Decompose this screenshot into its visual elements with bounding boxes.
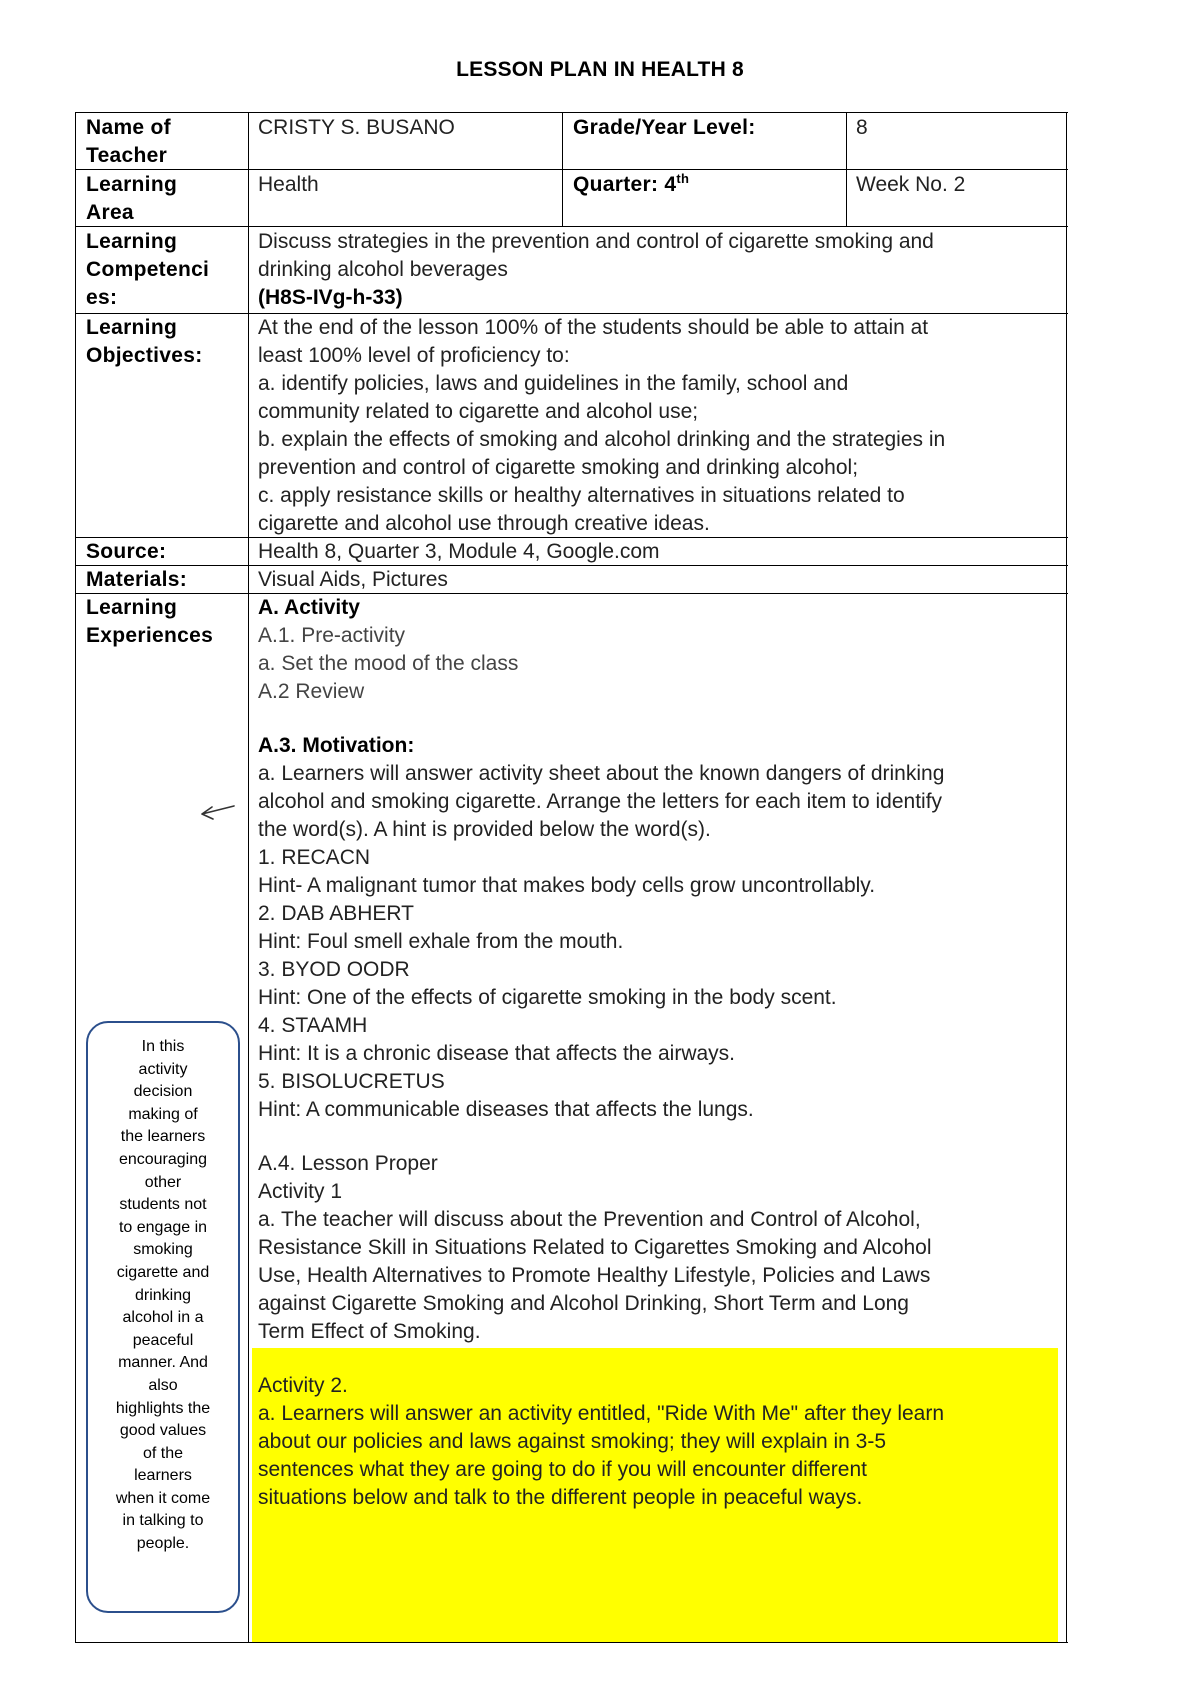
lesson-proper-heading: A.4. Lesson Proper: [258, 1152, 438, 1175]
source-label: Source:: [86, 540, 167, 563]
grade-label: Grade/Year Level:: [573, 116, 756, 139]
competencies-label: Learning Competenci es:: [86, 230, 210, 309]
activity-heading: A. Activity: [258, 596, 360, 619]
materials-label: Materials:: [86, 568, 188, 591]
teacher-name: CRISTY S. BUSANO: [258, 116, 455, 139]
experiences-label: Learning Experiences: [86, 596, 214, 647]
experiences-content: A. Activity A.1. Pre-activity a. Set the mood of the class A.2 Review A.3. Motivation: a. Learners will answer activity sheet about the known dangers of drinking alcohol and smoking cigarette. Arrange the letters for each item to identify the word(s). A hint is provided below the word(s). 1. RECACN Hint- A malignant tumor that makes body cells grow uncontrollably. 2. DAB ABHERT Hint: Foul smell exhale from the mouth. 3. BYOD OODR Hint: One of the effects of cigarette smoking in the body scent. 4. STAAMH Hint: It is a chronic disease that affects the airways. 5. BISOLUCRETUS Hint: A communicable diseases that affects the lungs. A.4. Lesson Proper Activity 1 a. The teacher will discuss about the Prevention and Control of Alcohol, Resistance Skill in Situations Related to Cigarettes Smoking and Alcohol Use, Health Alternatives to Promote Healthy Lifestyle, Policies and Laws against Cigarette Smoking and Alcohol Drinking, Short Term and Long Term Effect of Smoking. Activity 2. a. Learners will answer an activity entitled, "Ride With Me" after they learn about our policies and laws against smoking; they will explain in 3-5 sentences what they are going to do if you will encounter different situations below and talk to the different people in peaceful ways.: [258, 596, 945, 1509]
area-label: Learning Area: [86, 173, 178, 224]
grade-value: 8: [856, 116, 868, 139]
materials-value: Visual Aids, Pictures: [258, 568, 448, 591]
competency-code: (H8S-IVg-h-33): [258, 286, 403, 309]
week-value: Week No. 2: [856, 173, 966, 196]
annotation-note: In this activity decision making of the learners encouraging other students not to engage in smoking cigarette and drinking alcohol in a peaceful manner. And also highlights the good values of the learners when it come in talking to people.: [86, 1021, 240, 1613]
objectives-text: At the end of the lesson 100% of the students should be able to attain at least 100% level of proficiency to: a. identify policies, laws and guidelines in the family, school and community related to cigarette and alcohol use; b. explain the effects of smoking and alcohol drinking and the strategies in prevention and control of cigarette smoking and drinking alcohol; c. apply resistance skills or healthy alternatives in situations related to cigarette and alcohol use through creative ideas.: [258, 316, 946, 535]
page-title: LESSON PLAN IN HEALTH 8: [456, 58, 744, 81]
source-value: Health 8, Quarter 3, Module 4, Google.com: [258, 540, 660, 563]
quarter-label: Quarter: 4th: [573, 171, 690, 196]
teacher-label: Name of Teacher: [86, 116, 171, 167]
competencies-text: Discuss strategies in the prevention and control of cigarette smoking and drinking alcohol beverages (H8S-IVg-h-33): [258, 228, 934, 312]
objectives-label: Learning Objectives:: [86, 316, 203, 367]
left-arrow-icon: [198, 800, 238, 822]
activity-2-heading: Activity 2.: [258, 1374, 348, 1397]
motivation-heading: A.3. Motivation:: [258, 734, 415, 757]
area-value: Health: [258, 173, 319, 196]
